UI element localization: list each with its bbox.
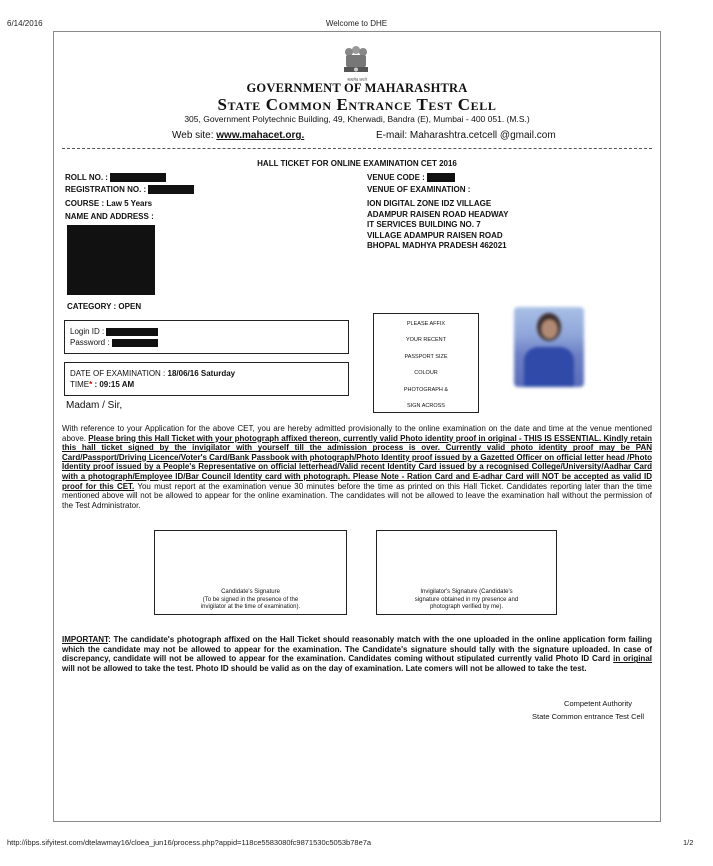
- authority-line: State Common entrance Test Cell: [532, 712, 644, 721]
- emblem-motto: सत्यमेव जयते: [347, 77, 367, 82]
- photo-affix-line: YOUR RECENT: [405, 337, 447, 344]
- photo-affix-line: SIGN ACROSS: [407, 403, 445, 410]
- invigilator-signature-caption: [377, 589, 556, 612]
- course-label: COURSE :: [65, 199, 105, 208]
- candidate-signature-note: (To be signed in the presence of the: [202, 596, 299, 603]
- venue-line: ION DIGITAL ZONE IDZ VILLAGE: [367, 199, 492, 208]
- photo-affix-line: PASSPORT SIZE: [404, 353, 448, 360]
- cet-cell-heading: State Common Entrance Test Cell: [217, 95, 497, 114]
- photo-face: [541, 319, 558, 339]
- venue-line: IT SERVICES BUILDING NO. 7: [367, 220, 481, 229]
- password: [70, 338, 158, 347]
- venue-code: [367, 173, 455, 182]
- exam-time: [70, 380, 134, 389]
- photo-affix-line: PLEASE AFFIX: [406, 321, 446, 327]
- course-value: Law 5 Years: [106, 199, 153, 208]
- venue-address: [367, 199, 509, 252]
- candidate-signature-box: [154, 530, 347, 615]
- office-address: 305, Government Polytechnic Building, 49, Kherwadi, Bandra (E), Mumbai - 400 051. (M.S.): [184, 114, 530, 124]
- invigilator-signature-note: photograph verified by me).: [429, 604, 504, 611]
- government-heading: GOVERNMENT OF MAHARASHTRA: [246, 81, 468, 95]
- important-text: : The candidate's photograph affixed on the Hall Ticket should reasonably match with the one uploaded in the online application form failing which the candidate may not be allowed to appear for the examination. The Candidate's signature should tally with the signature uploaded. In case of discrepancy, candidate will not be allowed to appear for the examination. Candidates coming without stipulated currently valid Photo ID Card: [62, 635, 652, 664]
- registration-no-redacted: [148, 185, 194, 194]
- exam-time-value: : 09:15 AM: [94, 380, 135, 389]
- venue-code-label: VENUE CODE :: [367, 173, 425, 182]
- candidate-photo: [514, 307, 584, 387]
- important-label: IMPORTANT: [62, 635, 109, 644]
- salutation: Madam / Sir,: [66, 400, 123, 411]
- important-in-original: in original: [613, 654, 652, 664]
- exam-date-label: DATE OF EXAMINATION :: [70, 369, 166, 378]
- instructions-paragraph: [62, 424, 652, 510]
- login-id: [70, 327, 158, 336]
- venue-line: BHOPAL MADHYA PRADESH 462021: [367, 241, 507, 250]
- venue-label: VENUE OF EXAMINATION :: [367, 185, 471, 194]
- venue-line: ADAMPUR RAISEN ROAD HEADWAY: [367, 209, 509, 219]
- hall-ticket-page: [53, 31, 661, 822]
- competent-authority: [532, 697, 644, 723]
- candidate-signature-title: Candidate's Signature: [221, 589, 280, 595]
- course: [65, 199, 152, 208]
- venue-code-redacted: [427, 173, 455, 182]
- exam-time-label: TIME: [70, 380, 90, 389]
- exam-date: [70, 369, 235, 378]
- roll-no-label: ROLL NO. :: [65, 173, 108, 182]
- venue-line: VILLAGE ADAMPUR RAISEN ROAD: [367, 230, 503, 240]
- important-note: [62, 635, 652, 673]
- roll-no: [65, 173, 166, 182]
- registration-no: [65, 185, 194, 194]
- hall-ticket-title: HALL TICKET FOR ONLINE EXAMINATION CET 2016: [257, 159, 457, 168]
- roll-no-redacted: [110, 173, 166, 182]
- website-link[interactable]: www.mahacet.org.: [216, 130, 305, 141]
- name-address-label: NAME AND ADDRESS :: [65, 212, 154, 221]
- important-text-end: will not be allowed to take the test. Photo ID should be valid as on the day of examination. Late comers will not be allowed to take the test.: [62, 663, 587, 673]
- photo-affix-line: COLOUR: [414, 370, 438, 377]
- photo-shoulders: [524, 347, 574, 387]
- print-url: http://ibps.sifyitest.com/dtelawmay16/cloea_jun16/process.php?appid=118ce5583080fc9871530c5053b78e7a: [7, 838, 372, 847]
- print-title: Welcome to DHE: [325, 19, 388, 28]
- category-label: CATEGORY :: [67, 302, 117, 311]
- state-emblem-icon: [338, 42, 374, 80]
- authority-line: Competent Authority: [564, 699, 632, 708]
- photo-affix-line: PHOTOGRAPH &: [403, 386, 449, 393]
- invigilator-signature-note: signature obtained in my presence and: [414, 596, 519, 603]
- email-line: E-mail: Maharashtra.cetcell @gmail.com: [376, 130, 556, 141]
- candidate-signature-caption: [155, 589, 346, 612]
- exam-date-box: [64, 362, 349, 396]
- print-page-number: 1/2: [683, 838, 694, 847]
- exam-date-value: 18/06/16 Saturday: [167, 369, 236, 378]
- invigilator-signature-box: [376, 530, 557, 615]
- login-id-label: Login ID :: [70, 327, 105, 336]
- login-id-redacted: [106, 328, 158, 336]
- login-box: [64, 320, 349, 354]
- category-value: OPEN: [118, 302, 142, 311]
- instructions-id-proof: Please bring this Hall Ticket with your photograph affixed thereon, currently valid Photo identity proof in original - THIS IS ESSENTIAL. Kindly retain this hall ticket signed by the invigilator with yourself till the admission process is over. Currently valid photo identity proof may be PAN Card/Passport/Driving Licence/Voter's Card/Bank Passbook with photograph/Photo Identity proof issued by a Gazetted Officer on official letter head /Photo Identity proof issued by a People's Representative on official letterhead/Valid recent Identity Card issued by a recognised College/University/Aadhar Card with a photograph/Employee ID/Bar Council Identity card with photograph. Please Note - Ration Card and E-adhar Card will NOT be accepted as valid ID proof for this CET.: [62, 433, 652, 491]
- password-label: Password :: [70, 338, 110, 347]
- photo-affix-box: [373, 313, 479, 413]
- registration-no-label: REGISTRATION NO. :: [65, 185, 147, 194]
- category: [67, 302, 141, 311]
- print-date: 6/14/2016: [7, 19, 43, 28]
- website-label: Web site:: [172, 130, 217, 141]
- name-address-redacted: [67, 225, 155, 295]
- dashed-divider: [62, 148, 652, 149]
- password-redacted: [112, 339, 158, 347]
- instructions-intro: With reference to your Application for the above CET, you are hereby admitted provisionally to the online examination on the date and time at the venue mentioned above.: [62, 424, 652, 443]
- candidate-signature-note: invigilator at the time of examination).: [200, 604, 301, 611]
- time-asterisk: *: [89, 380, 93, 389]
- instructions-reporting: You must report at the examination venue 30 minutes before the time as printed on this Hall Ticket. Candidates reporting later than the time mentioned above will not be allowed to appear for the online examination. The candidates will not be allowed to leave the examination hall without the permission of the Test Administrator.: [62, 481, 653, 510]
- website-line: [172, 130, 304, 141]
- invigilator-signature-title: Invigilator's Signature (Candidate's: [420, 589, 513, 595]
